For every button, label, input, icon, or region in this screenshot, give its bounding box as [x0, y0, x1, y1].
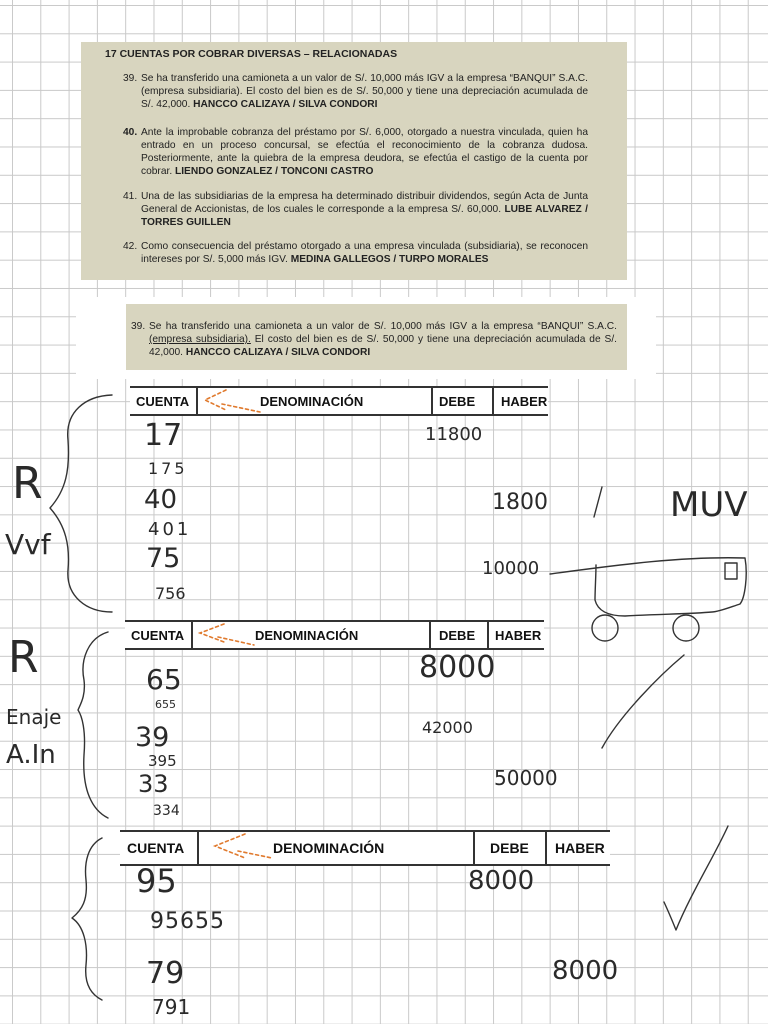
hw-account: 17 — [144, 418, 183, 453]
hw-margin-note: R — [8, 632, 39, 683]
col-haber: HABER — [501, 393, 548, 409]
orange-arrow — [200, 624, 224, 642]
hw-account: 65 — [146, 663, 182, 696]
exercise-text-underlined: (empresa subsidiaria). — [149, 334, 251, 345]
truck-body-stroke — [550, 558, 746, 616]
hw-account: 33 — [138, 770, 169, 798]
hw-account: 95 — [136, 862, 177, 900]
hw-subaccount: 334 — [153, 803, 180, 819]
truck-window-stroke — [725, 563, 737, 579]
truck-wheel-stroke — [673, 615, 699, 641]
col-debe: DEBE — [439, 627, 476, 643]
hw-account: 79 — [146, 956, 185, 991]
exercise-number: 42. — [123, 241, 138, 252]
hw-subaccount: 791 — [152, 995, 191, 1019]
exercise-number: 39. — [131, 321, 146, 332]
hw-subaccount: 401 — [148, 519, 192, 540]
hw-margin-note: A.In — [6, 740, 56, 770]
exercise-text: Una de las subsidiarias de la empresa ha determinado distribuir dividendos, según Acta de Junta General de Accionistas, de los cuales le corresponde a la empresa S/. 60,000. — [141, 191, 588, 215]
hw-subaccount: 95655 — [150, 909, 225, 934]
col-haber: HABER — [495, 627, 542, 643]
hw-credit-amount: 1800 — [492, 490, 548, 515]
hw-debit-amount: 42000 — [422, 718, 473, 737]
exercise-authors: LUBE ALVAREZ / TORRES GUILLEN — [141, 204, 588, 228]
col-cuenta: CUENTA — [136, 393, 190, 409]
hw-side-note: MUV — [670, 485, 748, 525]
brace-stroke — [50, 395, 112, 612]
hw-account: 39 — [135, 722, 170, 753]
brace-stroke — [78, 632, 108, 818]
truck-wheel-stroke — [592, 615, 618, 641]
hw-credit-amount: 10000 — [482, 558, 540, 579]
hw-credit-amount: 50000 — [494, 766, 558, 790]
hw-account: 40 — [144, 485, 178, 515]
section-title: 17 CUENTAS POR COBRAR DIVERSAS – RELACIONADAS — [105, 48, 398, 60]
col-haber: HABER — [555, 840, 605, 856]
hw-margin-note: Enaje — [6, 705, 62, 729]
col-denominacion: DENOMINACIÓN — [273, 840, 385, 856]
hw-margin-note: R — [12, 458, 43, 509]
hw-subaccount: 655 — [155, 698, 176, 711]
exercise-number: 40. — [123, 127, 138, 138]
pen-stroke — [594, 487, 602, 517]
exercise-text: Se ha transferido una camioneta a un valor de S/. 10,000 más IGV a la empresa “BANQUI” S.A.C. — [149, 321, 617, 332]
col-denominacion: DENOMINACIÓN — [255, 627, 359, 643]
col-denominacion: DENOMINACIÓN — [260, 393, 364, 409]
exercise-number: 41. — [123, 191, 138, 202]
brace-stroke — [72, 838, 102, 1000]
orange-arrow — [215, 834, 245, 858]
exercise-number: 39. — [123, 73, 138, 84]
hw-credit-amount: 8000 — [552, 956, 619, 986]
exercise-text: El costo del bien es de S/. 50,000 y tiene una depreciación acumulada de S/. 42,000. — [149, 334, 617, 358]
hw-subaccount: 756 — [155, 584, 186, 603]
exercise-text: Se ha transferido una camioneta a un valor de S/. 10,000 más IGV a la empresa “BANQUI” S.A.C. (empresa subsidiaria). El costo del bien es de S/. 50,000 y tiene una depreciación acumulada de S/. 42,000. — [141, 73, 588, 110]
check-stroke — [664, 826, 728, 930]
exercise-authors: MEDINA GALLEGOS / TURPO MORALES — [290, 254, 489, 265]
exercise-text: Como consecuencia del préstamo otorgado a una empresa vinculada (subsidiaria), se reconocen intereses por S/. 5,000 más IGV. — [141, 241, 588, 265]
exercise-authors: LIENDO GONZALEZ / TONCONI CASTRO — [175, 166, 374, 177]
col-cuenta: CUENTA — [131, 627, 185, 643]
hw-subaccount: 175 — [148, 459, 188, 478]
hw-subaccount: 395 — [148, 752, 177, 770]
hw-margin-note: Vvf — [5, 528, 51, 561]
exercise-text: Ante la improbable cobranza del préstamo por S/. 6,000, otorgado a nuestra vinculada, quien ha entrado en un proceso concursal, se efectúa el reconocimiento de la cobranza dudosa. Posteriormente, ante la quiebra de la empresa deudora, se efectúa el castigo de la cuenta por cobrar. — [141, 127, 588, 177]
orange-arrow — [205, 390, 226, 410]
hw-account: 75 — [146, 543, 181, 574]
exercise-authors: HANCCO CALIZAYA / SILVA CONDORI — [185, 347, 371, 358]
hw-debit-amount: 11800 — [425, 424, 483, 445]
hw-debit-amount: 8000 — [468, 866, 535, 896]
pen-stroke — [602, 655, 684, 748]
col-debe: DEBE — [490, 840, 529, 856]
orange-arrow — [222, 404, 260, 412]
hw-debit-amount: 8000 — [419, 650, 496, 685]
exercise-authors: HANCCO CALIZAYA / SILVA CONDORI — [193, 99, 378, 110]
col-cuenta: CUENTA — [127, 840, 185, 856]
col-debe: DEBE — [439, 393, 476, 409]
